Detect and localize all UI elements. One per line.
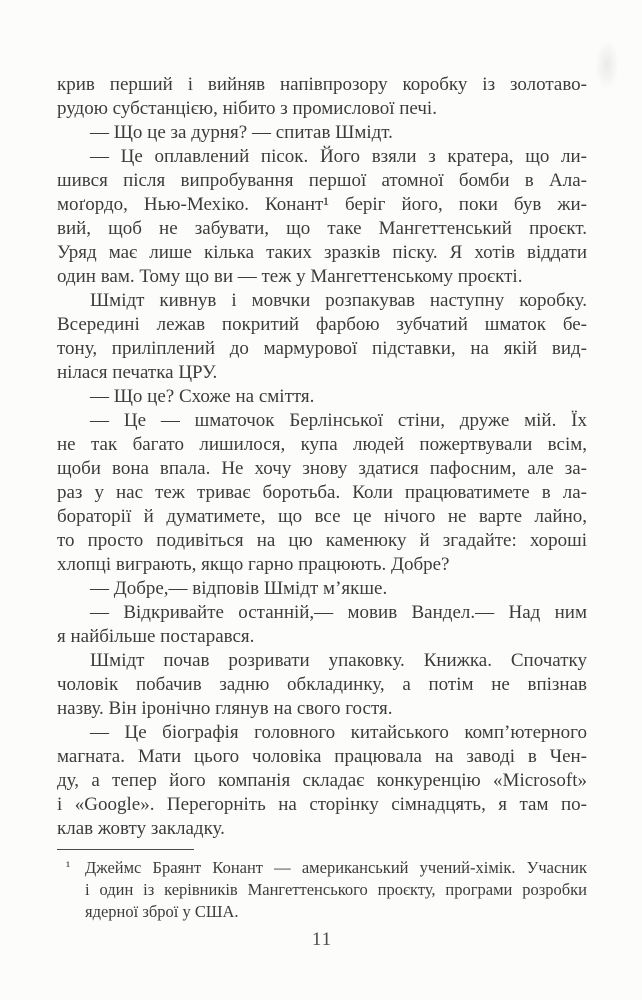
body-line: рудою субстанцією, нібито з промислової печі. xyxy=(57,98,437,119)
body-line: тону, приліплений до мармурової підставки, на якій вид- xyxy=(57,338,587,359)
body-line: Шмідт почав розривати упаковку. Книжка. Спочатку xyxy=(90,650,587,671)
body-line: я найбільше постарався. xyxy=(57,626,255,647)
footnote-divider xyxy=(57,849,194,850)
body-line: — Це — шматочок Берлінської стіни, друже мій. Їх xyxy=(90,410,587,431)
body-line: назву. Він іронічно глянув на свого гостя. xyxy=(57,698,393,719)
footnote-line: і один із керівників Мангеттенського проєкту, програми розробки xyxy=(85,880,587,899)
body-line: вий, щоб не забувати, що таке Мангеттенський проєкт. xyxy=(57,218,587,239)
body-line: Шмідт кивнув і мовчки розпакував наступну коробку. xyxy=(90,290,587,311)
body-line: — Добре,— відповів Шмідт м’якше. xyxy=(90,578,388,599)
body-line: не так багато лишилося, купа людей пожертвували всім, xyxy=(57,434,587,455)
body-line: щоби вона впала. Не хочу знову здатися пафосним, але за- xyxy=(57,458,587,479)
footnote-line: ядерної зброї у США. xyxy=(85,902,239,921)
body-line: бораторії й думатимете, що все це нічого не варте лайно, xyxy=(57,506,587,527)
body-line: то просто подивіться на цю каменюку й згадайте: хороші xyxy=(57,530,587,551)
footnote xyxy=(57,857,587,923)
body-line: магната. Мати цього чоловіка працювала на заводі в Чен- xyxy=(57,746,587,767)
body-line: Всередині лежав покритий фарбою зубчатий шматок бе- xyxy=(57,314,587,335)
body-line: моґордо, Нью-Мехіко. Конант¹ беріг його, поки був жи- xyxy=(57,194,587,215)
page-number: 11 xyxy=(311,929,333,950)
body-line: чоловік побачив задню обкладинку, а потім не впізнав xyxy=(57,674,587,695)
body-line: — Це біографія головного китайського комп’ютерного xyxy=(90,722,587,743)
body-line: нілася печатка ЦРУ. xyxy=(57,362,218,383)
body-line: клав жовту закладку. xyxy=(57,818,225,839)
body-line: раз у нас теж триває боротьба. Коли працюватимете в ла- xyxy=(57,482,587,503)
scan-artifact xyxy=(590,30,624,100)
body-line: ду, а тепер його компанія складає конкуренцію «Microsoft» xyxy=(57,770,587,791)
body-text xyxy=(57,73,587,841)
body-line: один вам. Тому що ви — теж у Мангеттенському проєкті. xyxy=(57,266,523,287)
body-line: — Що це за дурня? — спитав Шмідт. xyxy=(90,122,393,143)
footnote-lines xyxy=(57,857,587,923)
body-line: — Що це? Схоже на сміття. xyxy=(90,386,315,407)
body-line: — Відкривайте останній,— мовив Вандел.— Над ним xyxy=(90,602,587,623)
body-line: хлопці виграють, якщо гарно працюють. Добре? xyxy=(57,554,450,575)
body-line: Уряд має лише кілька таких зразків піску. Я хотів віддати xyxy=(57,242,587,263)
footnote-marker: ¹ xyxy=(66,860,71,875)
footnote-line: Джеймс Браянт Конант — американський учений-хімік. Учасник xyxy=(85,858,587,877)
body-line: шився після випробування першої атомної бомби в Ала- xyxy=(57,170,587,191)
body-line: і «Google». Перегорніть на сторінку сімнадцять, я там по- xyxy=(57,794,587,815)
body-line: — Це оплавлений пісок. Його взяли з кратера, що ли- xyxy=(90,146,587,167)
body-line: крив перший і вийняв напівпрозору коробку із золотаво- xyxy=(57,74,587,95)
